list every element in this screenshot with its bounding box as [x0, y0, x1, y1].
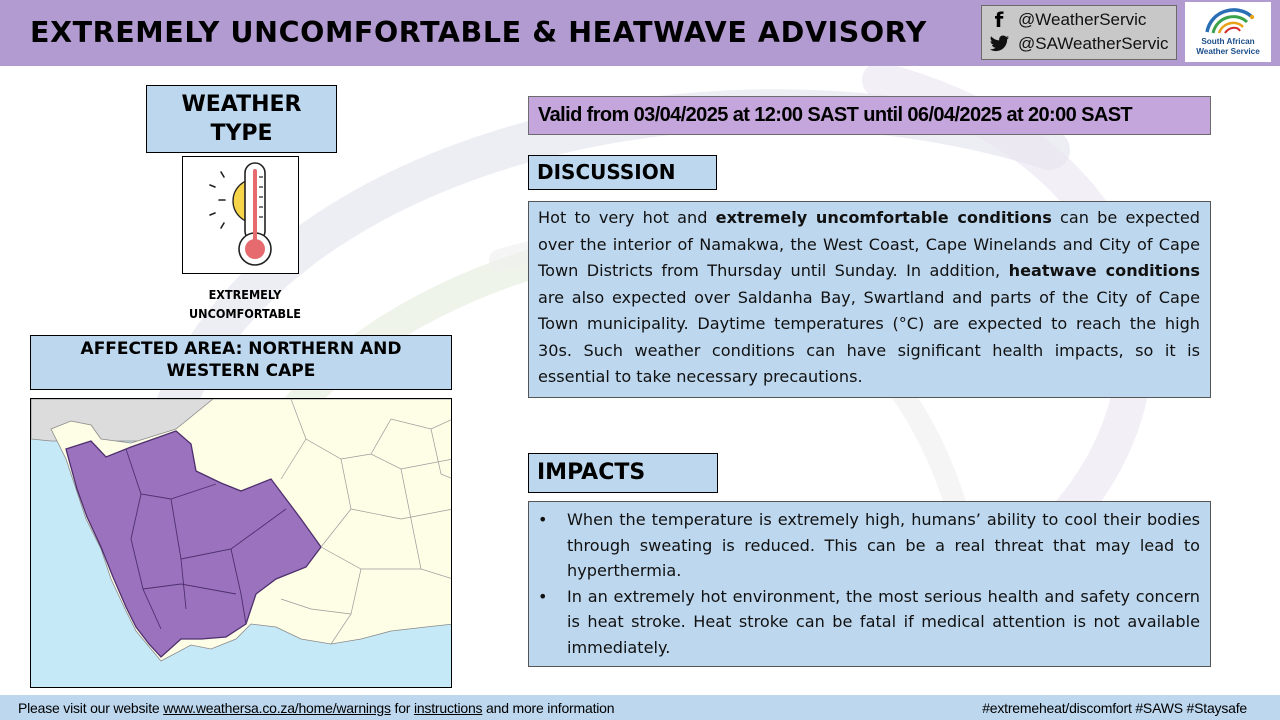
footer-mid: for	[390, 700, 414, 716]
affected-area-map	[30, 398, 452, 688]
affected-area-heading	[30, 335, 452, 390]
logo-line2: Weather Service	[1196, 47, 1260, 56]
discussion-bold-2: heatwave conditions	[1008, 261, 1200, 280]
footer-suffix: and more information	[482, 700, 615, 716]
affected-area-line2: WESTERN CAPE	[166, 361, 316, 381]
weather-type-heading	[146, 85, 337, 153]
warnings-link[interactable]: www.weathersa.co.za/home/warnings	[163, 700, 391, 716]
footer-website-note	[18, 695, 614, 720]
facebook-handle: @WeatherServic	[1018, 10, 1147, 29]
impacts-heading: IMPACTS	[528, 453, 718, 493]
affected-area-line1: AFFECTED AREA: NORTHERN AND	[80, 339, 402, 359]
header-bar	[0, 0, 1280, 66]
weather-type-image	[182, 156, 299, 274]
discussion-part-3: are also expected over Saldanha Bay, Swartland and parts of the City of Cape Town municipality. Daytime temperatures (°C) are expected to reach the high 30s. Such weather conditions can have significant health impacts, so it is essential to take necessary precautions.	[538, 287, 1200, 386]
footer-hashtags: #extremeheat/discomfort #SAWS #Staysafe	[982, 700, 1247, 716]
weather-type-line1: WEATHER	[181, 92, 302, 117]
list-item	[538, 584, 1200, 661]
saws-logo-mark	[1185, 2, 1271, 38]
map-svg	[31, 399, 452, 688]
saws-logo	[1185, 2, 1271, 62]
facebook-icon: f	[994, 8, 1004, 32]
discussion-part-2: can be expected over the interior of Namakwa, the West Coast, Cape Winelands and City of Cape Town Districts from Thursday until Sunday. In addition,	[538, 208, 1200, 280]
bullet: •	[538, 586, 548, 606]
page-title: EXTREMELY UNCOMFORTABLE & HEATWAVE ADVISORY	[30, 16, 927, 49]
discussion-text	[528, 201, 1211, 398]
impact-text: When the temperature is extremely high, humans’ ability to cool their bodies through sweating is reduced. This can be a real threat that may lead to hyperthermia.	[567, 510, 1200, 580]
twitter-icon	[988, 34, 1010, 54]
twitter-handle: @SAWeatherServic	[1018, 34, 1169, 53]
list-item	[538, 507, 1200, 584]
weather-type-line2: TYPE	[210, 121, 273, 146]
twitter-row[interactable]	[988, 34, 1168, 54]
weather-type-label	[178, 285, 313, 323]
bullet: •	[538, 510, 548, 529]
discussion-bold-1: extremely uncomfortable conditions	[715, 208, 1052, 227]
facebook-row[interactable]	[988, 10, 1146, 30]
discussion-part-1: Hot to very hot and	[538, 208, 716, 227]
impact-text: In an extremely hot environment, the most serious health and safety concern is heat stroke. Heat stroke can be fatal if medical attention is not available immediately.	[567, 586, 1200, 657]
weather-type-label-line2: UNCOMFORTABLE	[189, 306, 301, 321]
footer-prefix: Please visit our website	[18, 700, 164, 716]
logo-line1: South African	[1201, 37, 1255, 46]
instructions-link[interactable]: instructions	[413, 700, 483, 716]
thermometer-sun-icon	[183, 157, 298, 273]
social-handles-box	[981, 5, 1177, 60]
weather-type-label-line1: EXTREMELY	[208, 287, 282, 302]
discussion-heading: DISCUSSION	[528, 155, 717, 190]
impacts-list	[528, 501, 1211, 667]
validity-period: Valid from 03/04/2025 at 12:00 SAST until 06/04/2025 at 20:00 SAST	[528, 96, 1211, 135]
footer-bar	[0, 695, 1280, 720]
